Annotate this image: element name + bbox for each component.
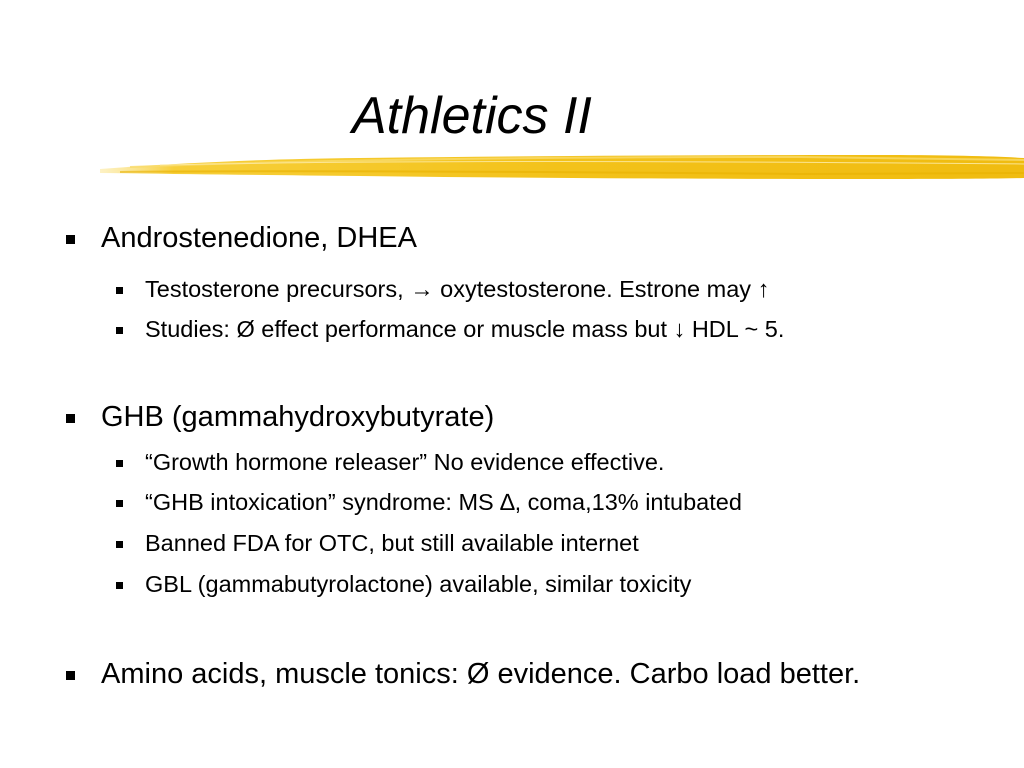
sub-bullet-testosterone-precursors: Testosterone precursors, → oxytestosterone. Estrone may ↑: [145, 276, 770, 302]
sub-bullet-marker: [116, 327, 123, 334]
bullet-ghb: GHB (gammahydroxybutyrate): [101, 401, 495, 433]
sub-bullet-marker: [116, 500, 123, 507]
bullet-androstenedione: Androstenedione, DHEA: [101, 222, 417, 254]
bullet-marker: [66, 414, 75, 423]
sub-bullet-marker: [116, 287, 123, 294]
bullet-marker: [66, 235, 75, 244]
sub-bullet-ghb-intoxication: “GHB intoxication” syndrome: MS ∆, coma,13% intubated: [145, 489, 742, 515]
sub-bullet-marker: [116, 582, 123, 589]
bullet-marker: [66, 671, 75, 680]
sub-bullet-studies: Studies: Ø effect performance or muscle mass but ↓ HDL ~ 5.: [145, 316, 785, 342]
sub-bullet-growth-hormone: “Growth hormone releaser” No evidence effective.: [145, 449, 665, 475]
sub-bullet-banned-fda: Banned FDA for OTC, but still available internet: [145, 530, 639, 556]
slide-title: Athletics II: [352, 87, 592, 145]
sub-bullet-gbl: GBL (gammabutyrolactone) available, similar toxicity: [145, 571, 692, 597]
sub-bullet-marker: [116, 460, 123, 467]
bullet-amino-acids: Amino acids, muscle tonics: Ø evidence. Carbo load better.: [101, 658, 861, 690]
sub-bullet-marker: [116, 541, 123, 548]
